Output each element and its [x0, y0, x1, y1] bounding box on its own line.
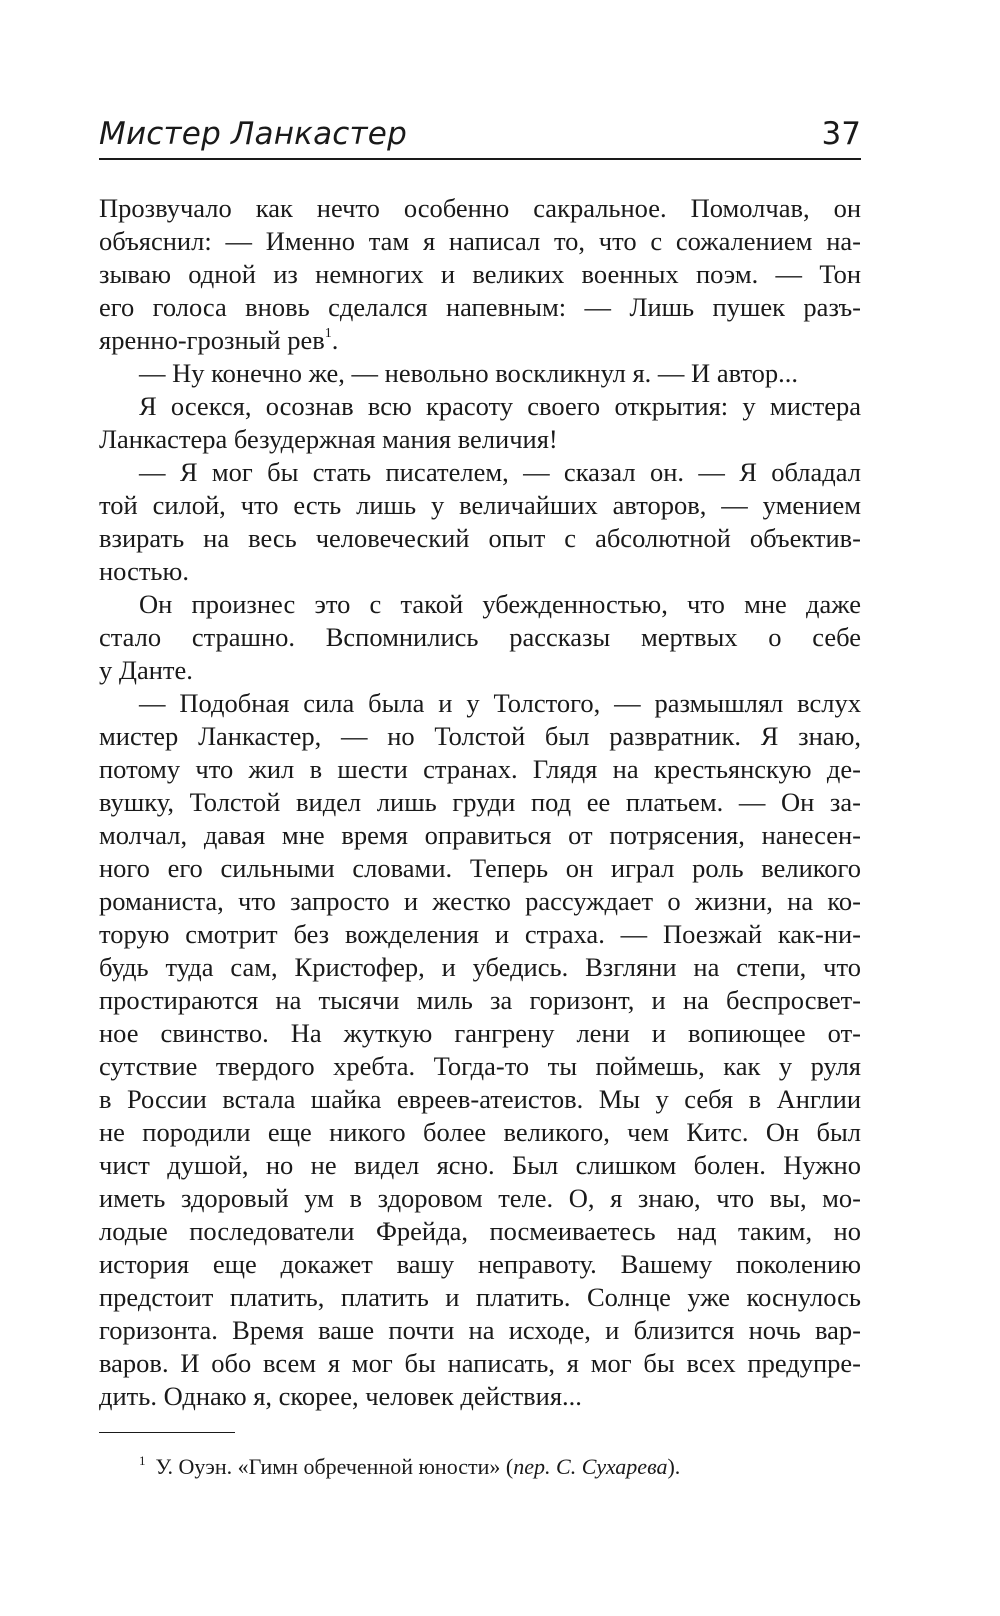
text-line: Я осекся, осознав всю красоту своего открытия: у мистера [139, 391, 861, 421]
text-line: — Я мог бы стать писателем, — сказал он. — Я обладал [139, 457, 861, 487]
paragraph [99, 357, 861, 390]
body-text [99, 192, 861, 1413]
text-line: мистер Ланкастер, — но Толстой был развратник. Я знаю, [99, 721, 861, 751]
text-line: зываю одной из немногих и великих военных поэм. — Тон [99, 259, 861, 289]
text-line: — Подобная сила была и у Толстого, — размышлял вслух [139, 688, 861, 718]
text-line: молчал, давая мне время оправиться от потрясения, нанесен- [99, 820, 861, 850]
text-line: дить. Однако я, скорее, человек действия... [99, 1381, 582, 1411]
text-line: в России встала шайка евреев-атеистов. Мы у себя в Англии [99, 1084, 861, 1114]
footnote-after: ). [667, 1454, 681, 1479]
footnote-mark: 1 [139, 1453, 146, 1468]
paragraph [99, 192, 861, 357]
text-line: простираются на тысячи миль за горизонт, и на беспросвет- [99, 985, 861, 1015]
text-line: варов. И обо всем я мог бы написать, я мог бы всех предупре- [99, 1348, 861, 1378]
footnote-text: У. Оуэн. «Гимн обреченной юности» ( [155, 1454, 514, 1479]
text-line: предстоит платить, платить и платить. Солнце уже коснулось [99, 1282, 861, 1312]
text-line: горизонта. Время ваше почти на исходе, и близится ночь вар- [99, 1315, 861, 1345]
paragraph [99, 456, 861, 588]
text-line: торую смотрит без вожделения и страха. — Поезжай как-ни- [99, 919, 861, 949]
text-line: Ланкастера безудержная мания величия! [99, 424, 558, 454]
text-line: сутствие твердого хребта. Тогда-то ты поймешь, как у руля [99, 1051, 861, 1081]
text-line: ное свинство. На жуткую гангрену лени и вопиющее от- [99, 1018, 861, 1048]
footnote-divider [99, 1432, 235, 1433]
text-line: ностью. [99, 556, 189, 586]
paragraph [99, 588, 861, 687]
text-line-content: яренно-грозный рев [99, 325, 325, 355]
text-line: Прозвучало как нечто особенно сакральное. Помолчав, он [99, 193, 861, 223]
footnote-translator: пер. С. Сухарева [513, 1454, 668, 1479]
text-line: будь туда сам, Кристофер, и убедись. Взгляни на степи, что [99, 952, 861, 982]
text-line: его голоса вновь сделался напевным: — Лишь пушек разъ- [99, 292, 861, 322]
text-line: объяснил: — Именно там я написал то, что с сожалением на- [99, 226, 861, 256]
text-line: чист душой, но не видел ясно. Был слишком болен. Нужно [99, 1150, 861, 1180]
footnote [99, 1447, 861, 1481]
text-line: не породили еще никого более великого, чем Китс. Он был [99, 1117, 861, 1147]
text-line: романиста, что запросто и жестко рассуждает о жизни, на ко- [99, 886, 861, 916]
text-line-punctuation: . [331, 325, 339, 355]
text-line: вушку, Толстой видел лишь груди под ее платьем. — Он за- [99, 787, 861, 817]
text-line: той силой, что есть лишь у величайших авторов, — умением [99, 490, 861, 520]
paragraph [99, 390, 861, 456]
text-line: история еще докажет вашу неправоту. Вашему поколению [99, 1249, 861, 1279]
text-line: взирать на весь человеческий опыт с абсолютной объектив- [99, 523, 861, 553]
running-header [99, 112, 861, 160]
running-title: Мистер Ланкастер [99, 116, 407, 152]
text-line [99, 324, 861, 357]
paragraph [99, 687, 861, 1413]
text-line: стало страшно. Вспомнились рассказы мертвых о себе [99, 622, 861, 652]
text-line: лодые последователи Фрейда, посмеиваетесь над таким, но [99, 1216, 861, 1246]
text-line: потому что жил в шести странах. Глядя на крестьянскую де- [99, 754, 861, 784]
footnote-reference[interactable]: 1 [324, 326, 332, 341]
text-line: Он произнес это с такой убежденностью, что мне даже [139, 589, 861, 619]
text-line: у Данте. [99, 655, 193, 685]
text-line: — Ну конечно же, — невольно воскликнул я. — И автор... [139, 358, 799, 388]
page-number: 37 [821, 116, 861, 152]
text-line: ного его сильными словами. Теперь он играл роль великого [99, 853, 861, 883]
text-line: иметь здоровый ум в здоровом теле. О, я знаю, что вы, мо- [99, 1183, 861, 1213]
